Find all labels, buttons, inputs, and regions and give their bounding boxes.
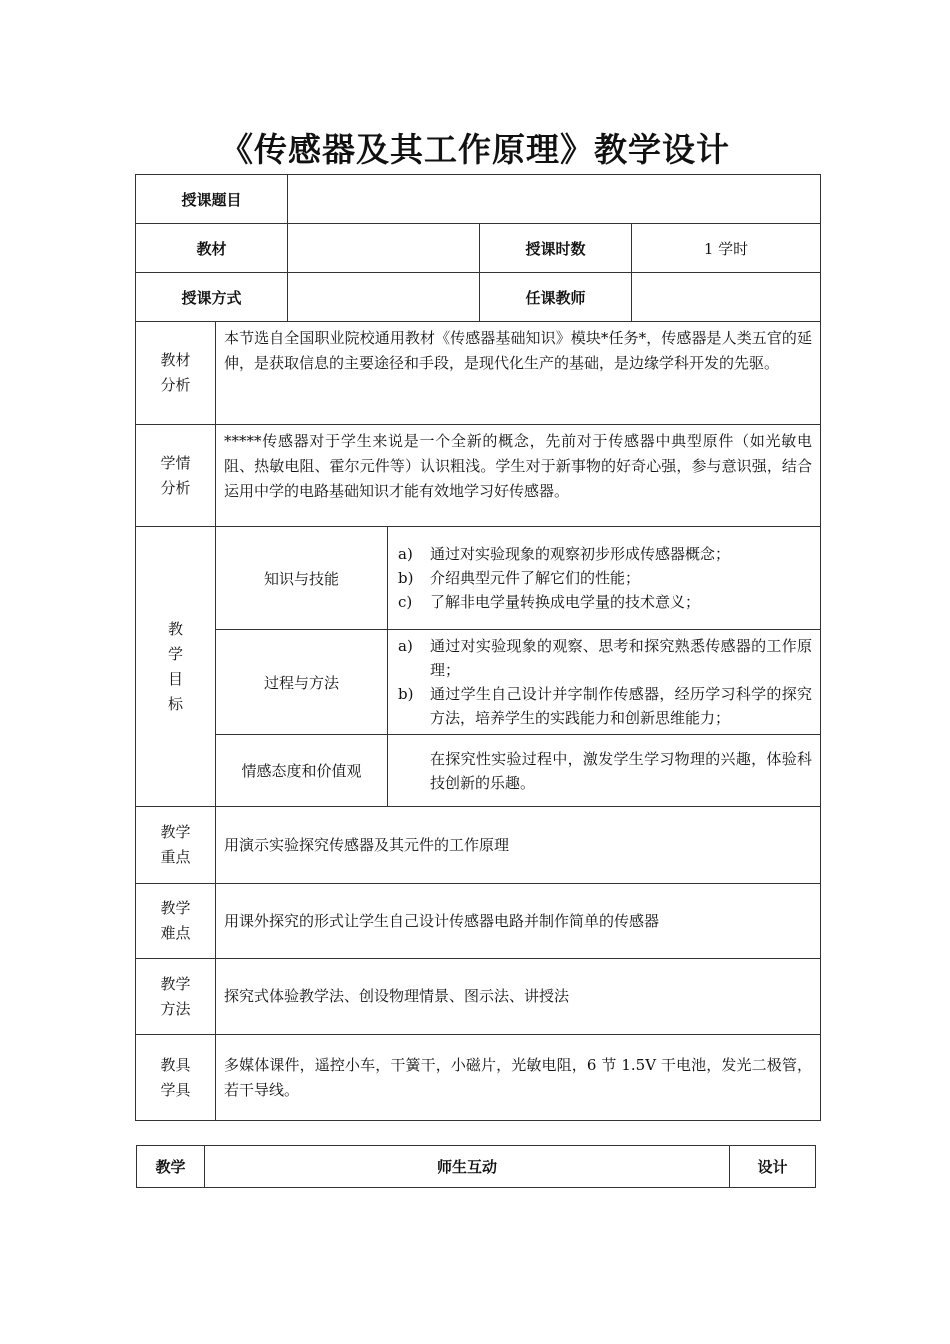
list-marker: a) xyxy=(398,637,413,655)
row-teaching-method xyxy=(136,959,821,1035)
teaching-method-label xyxy=(136,959,216,1035)
process-list xyxy=(388,634,820,730)
process-col-interaction: 师生互动 xyxy=(205,1146,730,1188)
list-item xyxy=(398,682,812,730)
textbook-analysis-label xyxy=(136,322,216,425)
label-line: 教材 xyxy=(160,351,191,369)
row-goal-attitude xyxy=(136,735,821,807)
hours-value: 1 学时 xyxy=(632,224,821,273)
teaching-goals-label xyxy=(136,527,216,807)
list-text: 了解非电学量转换成电学量的技术意义； xyxy=(430,593,701,611)
label-char: 学 xyxy=(167,644,183,663)
tools-label xyxy=(136,1035,216,1121)
list-item xyxy=(398,634,812,682)
focus-text: 用演示实验探究传感器及其元件的工作原理 xyxy=(216,807,821,884)
process-content xyxy=(388,630,821,735)
label-line: 分析 xyxy=(160,376,191,394)
hours-label: 授课时数 xyxy=(480,224,632,273)
method-label: 授课方式 xyxy=(136,273,288,322)
label-char: 目 xyxy=(167,669,183,688)
list-marker: b) xyxy=(398,569,414,587)
process-label: 过程与方法 xyxy=(216,630,388,735)
list-text: 介绍典型元件了解它们的性能； xyxy=(430,569,641,587)
list-marker: a) xyxy=(398,545,413,563)
knowledge-label: 知识与技能 xyxy=(216,527,388,630)
row-method xyxy=(136,273,821,322)
row-difficulty xyxy=(136,884,821,959)
label-line: 教学 xyxy=(160,974,191,993)
topic-value xyxy=(288,175,821,224)
textbook-analysis-text: 本节选自全国职业院校通用教材《传感器基础知识》模块*任务*，传感器是人类五官的延伸，是获取信息的主要途径和手段，是现代化生产的基础，是边缘学科开发的先驱。 xyxy=(216,322,821,425)
page-title: 《传感器及其工作原理》教学设计 xyxy=(220,130,730,169)
label-line: 分析 xyxy=(160,478,191,497)
tools-text: 多媒体课件，遥控小车，干簧干，小磁片，光敏电阻，6 节 1.5V 干电池，发光二极管，若干导线。 xyxy=(216,1035,821,1121)
row-topic xyxy=(136,175,821,224)
process-col-design: 设计 xyxy=(730,1146,816,1188)
textbook-label: 教材 xyxy=(136,224,288,273)
label-line: 教学 xyxy=(160,899,191,917)
label-line: 重点 xyxy=(160,848,191,866)
difficulty-label xyxy=(136,884,216,959)
student-analysis-label xyxy=(136,425,216,527)
teacher-label: 任课教师 xyxy=(480,273,632,322)
topic-label: 授课题目 xyxy=(136,175,288,224)
list-marker: b) xyxy=(398,685,414,703)
list-text: 通过对实验现象的观察、思考和探究熟悉传感器的工作原理； xyxy=(430,637,813,679)
label-line: 学情 xyxy=(160,453,191,472)
student-analysis-text: *****传感器对于学生来说是一个全新的概念，先前对于传感器中典型原件（如光敏电阻、热敏电阻、霍尔元件等）认识粗浅。学生对于新事物的好奇心强，参与意识强，结合运用中学的电路基础知识才能有效地学习好传感器。 xyxy=(216,425,821,527)
list-text: 通过学生自己设计并字制作传感器，经历学习科学的探究方法，培养学生的实践能力和创新思维能力； xyxy=(430,685,813,727)
teaching-process-table xyxy=(136,1145,816,1188)
row-tools xyxy=(136,1035,821,1121)
row-textbook xyxy=(136,224,821,273)
list-text: 在探究性实验过程中，激发学生学习物理的兴趣，体验科技创新的乐趣。 xyxy=(430,749,813,792)
attitude-label: 情感态度和价值观 xyxy=(216,735,388,807)
label-line: 教具 xyxy=(160,1055,191,1074)
label-line: 教学 xyxy=(160,823,191,841)
lesson-plan-table xyxy=(135,174,821,1121)
row-focus xyxy=(136,807,821,884)
knowledge-list xyxy=(388,542,820,614)
focus-label xyxy=(136,807,216,884)
label-char: 标 xyxy=(167,694,183,713)
teaching-method-text: 探究式体验教学法、创设物理情景、图示法、讲授法 xyxy=(216,959,821,1035)
list-text: 通过对实验现象的观察初步形成传感器概念； xyxy=(430,545,731,563)
attitude-list xyxy=(388,747,820,795)
row-textbook-analysis xyxy=(136,322,821,425)
label-char: 教 xyxy=(167,619,183,638)
process-header-row xyxy=(137,1146,816,1188)
textbook-value xyxy=(288,224,480,273)
process-col-teaching: 教学 xyxy=(137,1146,205,1188)
difficulty-text: 用课外探究的形式让学生自己设计传感器电路并制作简单的传感器 xyxy=(216,884,821,959)
row-goal-knowledge xyxy=(136,527,821,630)
list-item xyxy=(398,542,812,566)
list-item xyxy=(398,590,812,614)
list-marker: c) xyxy=(398,593,413,611)
label-line: 难点 xyxy=(160,924,191,942)
knowledge-content xyxy=(388,527,821,630)
attitude-content xyxy=(388,735,821,807)
method-value xyxy=(288,273,480,322)
list-item xyxy=(398,566,812,590)
row-student-analysis xyxy=(136,425,821,527)
row-goal-process xyxy=(136,630,821,735)
list-item xyxy=(398,747,812,795)
label-line: 方法 xyxy=(160,999,191,1018)
teacher-value xyxy=(632,273,821,322)
label-line: 学具 xyxy=(160,1080,191,1099)
